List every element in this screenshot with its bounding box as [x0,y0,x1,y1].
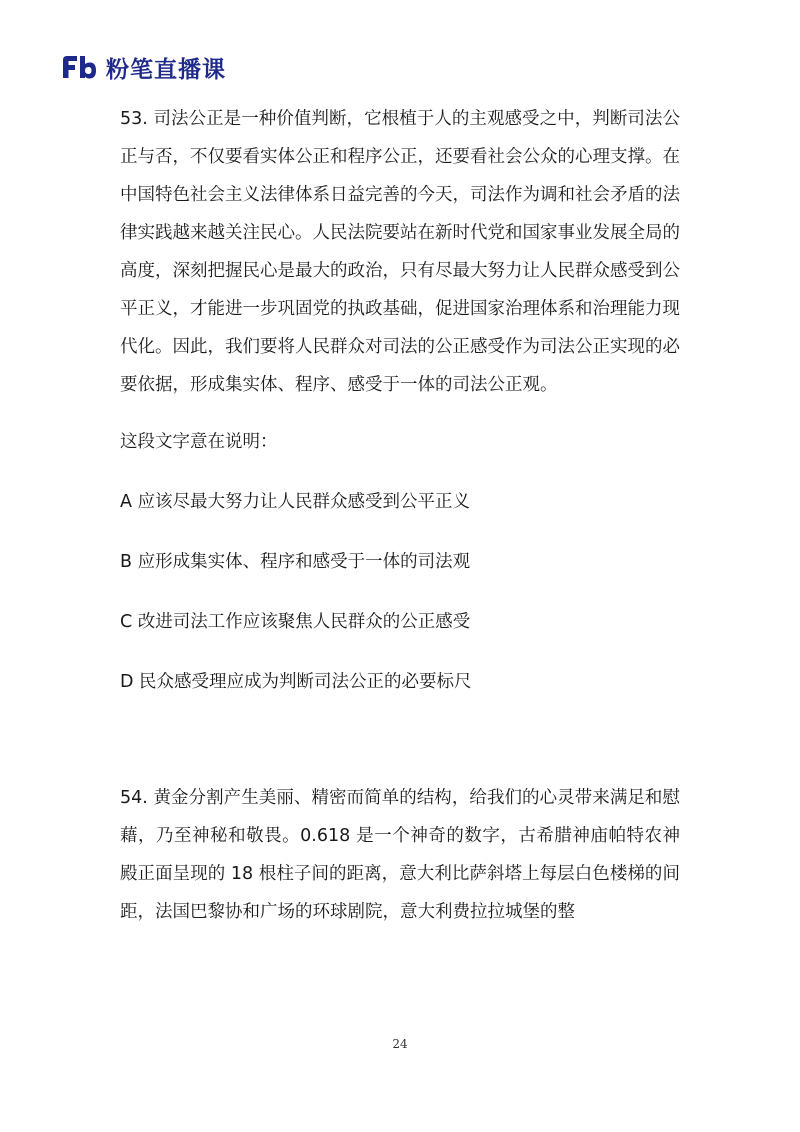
document-body [120,100,680,931]
question-53-text: 53. 司法公正是一种价值判断，它根植于人的主观感受之中，判断司法公正与否，不仅要看实体公正和程序公正，还要看社会公众的心理支撑。在中国特色社会主义法律体系日益完善的今天，司法作为调和社会矛盾的法律实践越来越关注民心。人民法院要站在新时代党和国家事业发展全局的高度，深刻把握民心是最大的政治，只有尽最大努力让人民群众感受到公平正义，才能进一步巩固党的执政基础，促进国家治理体系和治理能力现代化。因此，我们要将人民群众对司法的公正感受作为司法公正实现的必要依据，形成集实体、程序、感受于一体的司法公正观。 [120,109,680,395]
header [60,50,226,84]
question-54-text: 54. 黄金分割产生美丽、精密而简单的结构，给我们的心灵带来满足和慰藉，乃至神秘和敬畏。0.618 是一个神奇的数字，古希腊神庙帕特农神殿正面呈现的 18 根柱子间的距离，意大利比萨斜塔上每层白色楼梯的间距，法国巴黎协和广场的环球剧院，意大利费拉拉城堡的整 [120,788,680,922]
option-a: A 应该尽最大努力让人民群众感受到公平正义 [120,492,471,512]
option-d: D 民众感受理应成为判断司法公正的必要标尺 [120,672,472,692]
page-number: 24 [392,1037,408,1051]
option-c: C 改进司法工作应该聚焦人民群众的公正感受 [120,612,471,632]
fb-logo-icon [60,54,98,80]
option-b: B 应形成集实体、程序和感受于一体的司法观 [120,552,471,572]
brand-name: 粉笔直播课 [106,56,226,83]
question-53-prompt: 这段文字意在说明： [120,432,278,452]
